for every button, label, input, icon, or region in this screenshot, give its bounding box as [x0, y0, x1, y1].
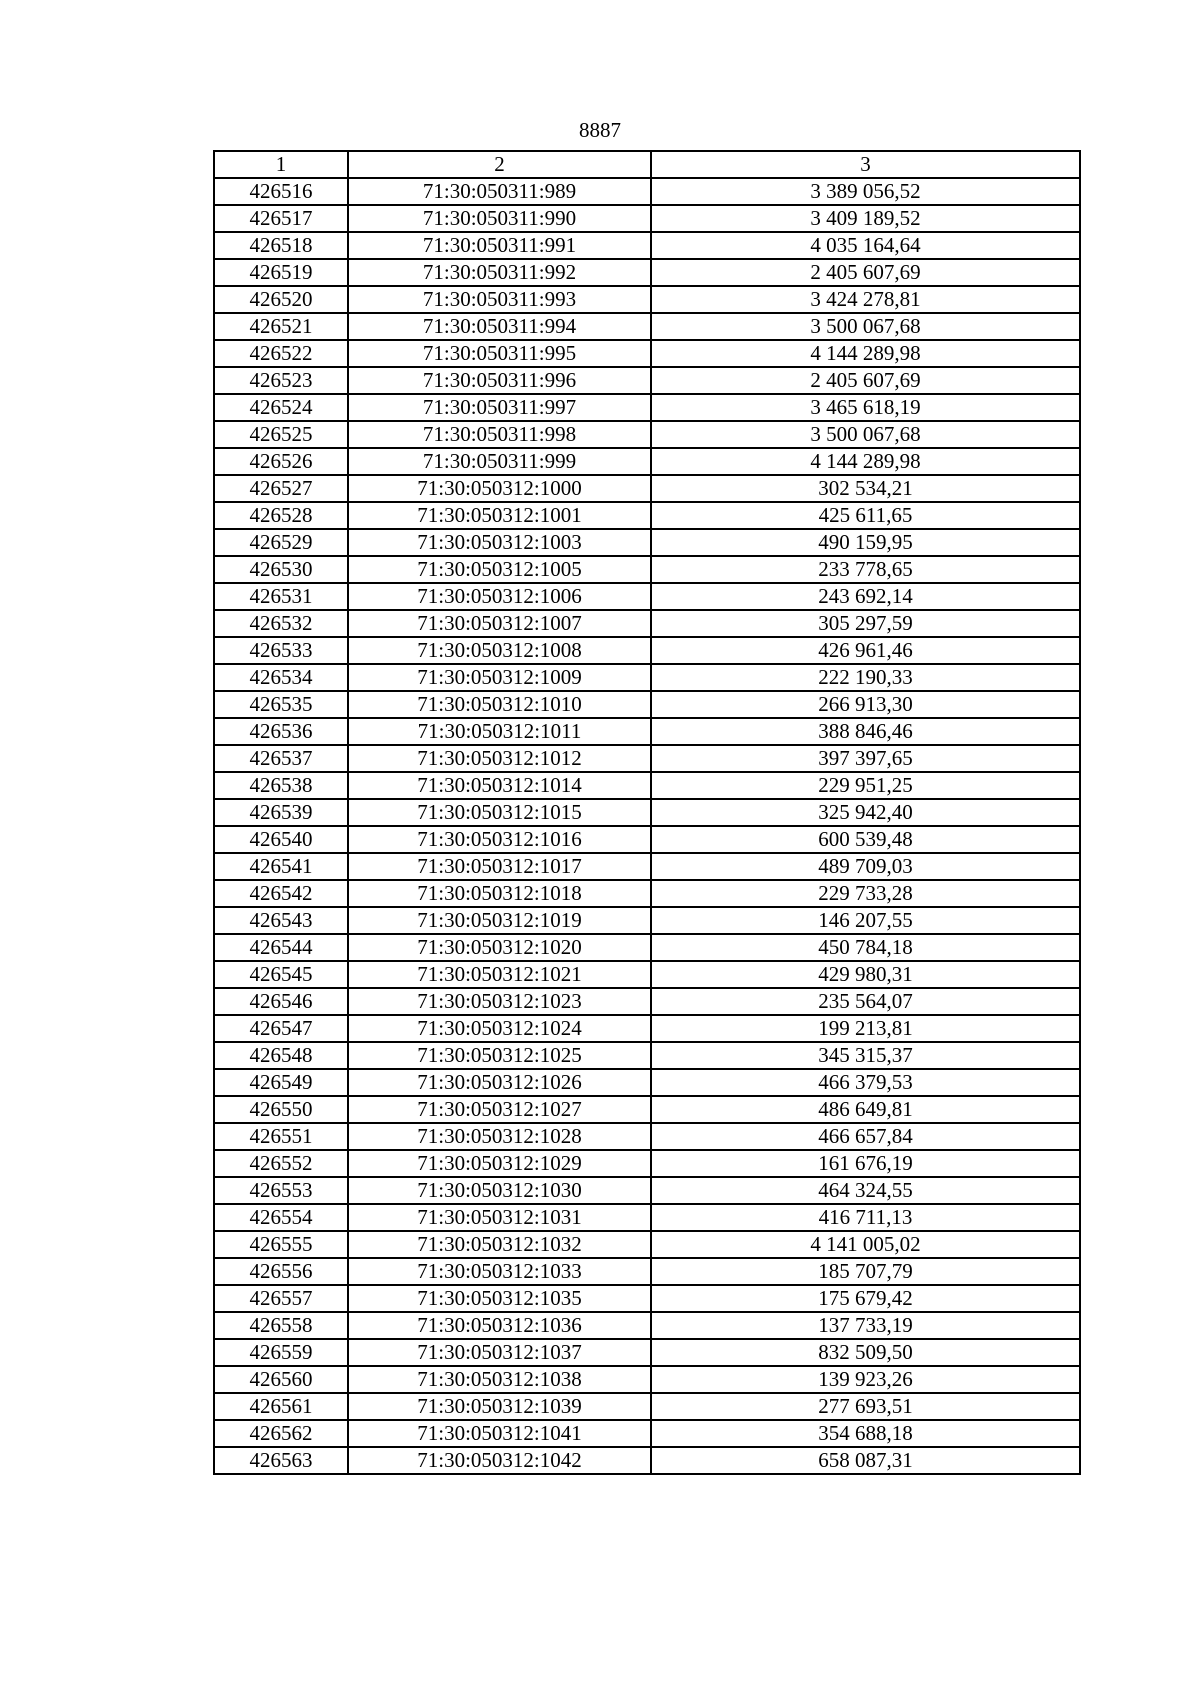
row-number-cell: 426545 [214, 961, 348, 988]
value-cell: 464 324,55 [651, 1177, 1080, 1204]
cadastral-number-cell: 71:30:050312:1001 [348, 502, 651, 529]
row-number-cell: 426543 [214, 907, 348, 934]
cadastral-number-cell: 71:30:050312:1033 [348, 1258, 651, 1285]
row-number-cell: 426557 [214, 1285, 348, 1312]
value-cell: 3 389 056,52 [651, 178, 1080, 205]
value-cell: 233 778,65 [651, 556, 1080, 583]
value-cell: 345 315,37 [651, 1042, 1080, 1069]
row-number-cell: 426534 [214, 664, 348, 691]
row-number-cell: 426563 [214, 1447, 348, 1474]
value-cell: 489 709,03 [651, 853, 1080, 880]
value-cell: 416 711,13 [651, 1204, 1080, 1231]
table-row [214, 1204, 1080, 1231]
cadastral-number-cell: 71:30:050312:1030 [348, 1177, 651, 1204]
cadastral-number-cell: 71:30:050312:1042 [348, 1447, 651, 1474]
table-row [214, 556, 1080, 583]
row-number-cell: 426537 [214, 745, 348, 772]
table-row [214, 1420, 1080, 1447]
row-number-cell: 426518 [214, 232, 348, 259]
table-header [214, 151, 1080, 178]
cadastral-number-cell: 71:30:050312:1027 [348, 1096, 651, 1123]
value-cell: 4 144 289,98 [651, 340, 1080, 367]
row-number-cell: 426516 [214, 178, 348, 205]
row-number-cell: 426560 [214, 1366, 348, 1393]
row-number-cell: 426544 [214, 934, 348, 961]
value-cell: 243 692,14 [651, 583, 1080, 610]
row-number-cell: 426530 [214, 556, 348, 583]
cadastral-number-cell: 71:30:050312:1039 [348, 1393, 651, 1420]
cadastral-number-cell: 71:30:050312:1017 [348, 853, 651, 880]
table-row [214, 1150, 1080, 1177]
table-row [214, 745, 1080, 772]
table-row [214, 475, 1080, 502]
table-row [214, 718, 1080, 745]
cadastral-number-cell: 71:30:050312:1026 [348, 1069, 651, 1096]
cadastral-number-cell: 71:30:050312:1008 [348, 637, 651, 664]
value-cell: 450 784,18 [651, 934, 1080, 961]
table-row [214, 1393, 1080, 1420]
value-cell: 305 297,59 [651, 610, 1080, 637]
cadastral-number-cell: 71:30:050312:1006 [348, 583, 651, 610]
cadastral-number-cell: 71:30:050312:1031 [348, 1204, 651, 1231]
table-row [214, 286, 1080, 313]
cadastral-number-cell: 71:30:050312:1025 [348, 1042, 651, 1069]
row-number-cell: 426562 [214, 1420, 348, 1447]
value-cell: 3 500 067,68 [651, 421, 1080, 448]
cadastral-number-cell: 71:30:050312:1018 [348, 880, 651, 907]
table-row [214, 853, 1080, 880]
table-row [214, 448, 1080, 475]
cadastral-number-cell: 71:30:050311:989 [348, 178, 651, 205]
row-number-cell: 426548 [214, 1042, 348, 1069]
cadastral-number-cell: 71:30:050312:1012 [348, 745, 651, 772]
cadastral-number-cell: 71:30:050312:1020 [348, 934, 651, 961]
table-row [214, 880, 1080, 907]
value-cell: 325 942,40 [651, 799, 1080, 826]
cadastral-number-cell: 71:30:050312:1023 [348, 988, 651, 1015]
table-row [214, 1123, 1080, 1150]
value-cell: 658 087,31 [651, 1447, 1080, 1474]
row-number-cell: 426561 [214, 1393, 348, 1420]
table-row [214, 502, 1080, 529]
table-row [214, 799, 1080, 826]
value-cell: 600 539,48 [651, 826, 1080, 853]
table-row [214, 421, 1080, 448]
cadastral-number-cell: 71:30:050312:1016 [348, 826, 651, 853]
table-row [214, 178, 1080, 205]
cadastral-number-cell: 71:30:050312:1003 [348, 529, 651, 556]
cadastral-number-cell: 71:30:050311:997 [348, 394, 651, 421]
value-cell: 832 509,50 [651, 1339, 1080, 1366]
table-row [214, 961, 1080, 988]
row-number-cell: 426554 [214, 1204, 348, 1231]
table-row [214, 1042, 1080, 1069]
row-number-cell: 426526 [214, 448, 348, 475]
table-row [214, 1231, 1080, 1258]
row-number-cell: 426531 [214, 583, 348, 610]
page-number: 8887 [579, 118, 621, 142]
value-cell: 175 679,42 [651, 1285, 1080, 1312]
row-number-cell: 426541 [214, 853, 348, 880]
value-cell: 229 733,28 [651, 880, 1080, 907]
table-row [214, 637, 1080, 664]
row-number-cell: 426558 [214, 1312, 348, 1339]
row-number-cell: 426539 [214, 799, 348, 826]
table-row [214, 367, 1080, 394]
cadastral-number-cell: 71:30:050312:1037 [348, 1339, 651, 1366]
value-cell: 3 424 278,81 [651, 286, 1080, 313]
row-number-cell: 426527 [214, 475, 348, 502]
table-row [214, 394, 1080, 421]
value-cell: 429 980,31 [651, 961, 1080, 988]
cadastral-number-cell: 71:30:050311:996 [348, 367, 651, 394]
table-row [214, 1069, 1080, 1096]
cadastral-number-cell: 71:30:050311:995 [348, 340, 651, 367]
row-number-cell: 426553 [214, 1177, 348, 1204]
row-number-cell: 426540 [214, 826, 348, 853]
value-cell: 266 913,30 [651, 691, 1080, 718]
cadastral-number-cell: 71:30:050312:1010 [348, 691, 651, 718]
cadastral-number-cell: 71:30:050312:1009 [348, 664, 651, 691]
value-cell: 2 405 607,69 [651, 259, 1080, 286]
cadastral-number-cell: 71:30:050312:1007 [348, 610, 651, 637]
value-cell: 4 141 005,02 [651, 1231, 1080, 1258]
table-body [214, 178, 1080, 1474]
cadastral-number-cell: 71:30:050312:1019 [348, 907, 651, 934]
cadastral-number-cell: 71:30:050312:1038 [348, 1366, 651, 1393]
value-cell: 161 676,19 [651, 1150, 1080, 1177]
cadastral-number-cell: 71:30:050312:1024 [348, 1015, 651, 1042]
row-number-cell: 426538 [214, 772, 348, 799]
cadastral-number-cell: 71:30:050312:1015 [348, 799, 651, 826]
row-number-cell: 426521 [214, 313, 348, 340]
row-number-cell: 426536 [214, 718, 348, 745]
table-row [214, 1015, 1080, 1042]
cadastral-number-cell: 71:30:050311:990 [348, 205, 651, 232]
row-number-cell: 426519 [214, 259, 348, 286]
value-cell: 354 688,18 [651, 1420, 1080, 1447]
cadastral-number-cell: 71:30:050312:1014 [348, 772, 651, 799]
cadastral-number-cell: 71:30:050312:1041 [348, 1420, 651, 1447]
row-number-cell: 426529 [214, 529, 348, 556]
table-row [214, 1096, 1080, 1123]
cadastral-number-cell: 71:30:050311:992 [348, 259, 651, 286]
header-row [214, 151, 1080, 178]
table-row [214, 1177, 1080, 1204]
table-row [214, 1258, 1080, 1285]
row-number-cell: 426533 [214, 637, 348, 664]
row-number-cell: 426528 [214, 502, 348, 529]
row-number-cell: 426549 [214, 1069, 348, 1096]
value-cell: 4 035 164,64 [651, 232, 1080, 259]
cadastral-number-cell: 71:30:050312:1021 [348, 961, 651, 988]
cadastral-number-cell: 71:30:050311:994 [348, 313, 651, 340]
cadastral-number-cell: 71:30:050311:998 [348, 421, 651, 448]
row-number-cell: 426535 [214, 691, 348, 718]
cadastral-number-cell: 71:30:050312:1011 [348, 718, 651, 745]
row-number-cell: 426532 [214, 610, 348, 637]
value-cell: 388 846,46 [651, 718, 1080, 745]
value-cell: 229 951,25 [651, 772, 1080, 799]
table-row [214, 610, 1080, 637]
row-number-cell: 426547 [214, 1015, 348, 1042]
table-row [214, 934, 1080, 961]
row-number-cell: 426552 [214, 1150, 348, 1177]
table-row [214, 232, 1080, 259]
table-row [214, 313, 1080, 340]
value-cell: 466 657,84 [651, 1123, 1080, 1150]
table-row [214, 259, 1080, 286]
cadastral-number-cell: 71:30:050312:1000 [348, 475, 651, 502]
table-row [214, 907, 1080, 934]
value-cell: 486 649,81 [651, 1096, 1080, 1123]
value-cell: 199 213,81 [651, 1015, 1080, 1042]
table-row [214, 1285, 1080, 1312]
table-row [214, 1339, 1080, 1366]
value-cell: 3 409 189,52 [651, 205, 1080, 232]
value-cell: 139 923,26 [651, 1366, 1080, 1393]
value-cell: 3 465 618,19 [651, 394, 1080, 421]
header-cell-3: 3 [651, 151, 1080, 178]
value-cell: 222 190,33 [651, 664, 1080, 691]
row-number-cell: 426550 [214, 1096, 348, 1123]
table-row [214, 583, 1080, 610]
value-cell: 425 611,65 [651, 502, 1080, 529]
header-cell-1: 1 [214, 151, 348, 178]
table-row [214, 988, 1080, 1015]
registry-table [213, 150, 1081, 1475]
value-cell: 466 379,53 [651, 1069, 1080, 1096]
cadastral-number-cell: 71:30:050312:1029 [348, 1150, 651, 1177]
row-number-cell: 426542 [214, 880, 348, 907]
table-row [214, 664, 1080, 691]
table-row [214, 1366, 1080, 1393]
value-cell: 2 405 607,69 [651, 367, 1080, 394]
table-row [214, 340, 1080, 367]
value-cell: 426 961,46 [651, 637, 1080, 664]
row-number-cell: 426551 [214, 1123, 348, 1150]
cadastral-number-cell: 71:30:050312:1035 [348, 1285, 651, 1312]
row-number-cell: 426555 [214, 1231, 348, 1258]
table-row [214, 826, 1080, 853]
value-cell: 235 564,07 [651, 988, 1080, 1015]
table-row [214, 205, 1080, 232]
row-number-cell: 426522 [214, 340, 348, 367]
row-number-cell: 426546 [214, 988, 348, 1015]
table-row [214, 691, 1080, 718]
table-row [214, 1312, 1080, 1339]
row-number-cell: 426520 [214, 286, 348, 313]
table-row [214, 529, 1080, 556]
cadastral-number-cell: 71:30:050312:1036 [348, 1312, 651, 1339]
row-number-cell: 426523 [214, 367, 348, 394]
value-cell: 302 534,21 [651, 475, 1080, 502]
cadastral-number-cell: 71:30:050312:1032 [348, 1231, 651, 1258]
cadastral-number-cell: 71:30:050312:1028 [348, 1123, 651, 1150]
cadastral-number-cell: 71:30:050312:1005 [348, 556, 651, 583]
row-number-cell: 426525 [214, 421, 348, 448]
value-cell: 490 159,95 [651, 529, 1080, 556]
value-cell: 137 733,19 [651, 1312, 1080, 1339]
cadastral-number-cell: 71:30:050311:999 [348, 448, 651, 475]
row-number-cell: 426517 [214, 205, 348, 232]
value-cell: 185 707,79 [651, 1258, 1080, 1285]
cadastral-number-cell: 71:30:050311:993 [348, 286, 651, 313]
header-cell-2: 2 [348, 151, 651, 178]
value-cell: 3 500 067,68 [651, 313, 1080, 340]
cadastral-number-cell: 71:30:050311:991 [348, 232, 651, 259]
row-number-cell: 426556 [214, 1258, 348, 1285]
value-cell: 397 397,65 [651, 745, 1080, 772]
value-cell: 277 693,51 [651, 1393, 1080, 1420]
row-number-cell: 426524 [214, 394, 348, 421]
table-row [214, 772, 1080, 799]
row-number-cell: 426559 [214, 1339, 348, 1366]
value-cell: 146 207,55 [651, 907, 1080, 934]
table-row [214, 1447, 1080, 1474]
value-cell: 4 144 289,98 [651, 448, 1080, 475]
